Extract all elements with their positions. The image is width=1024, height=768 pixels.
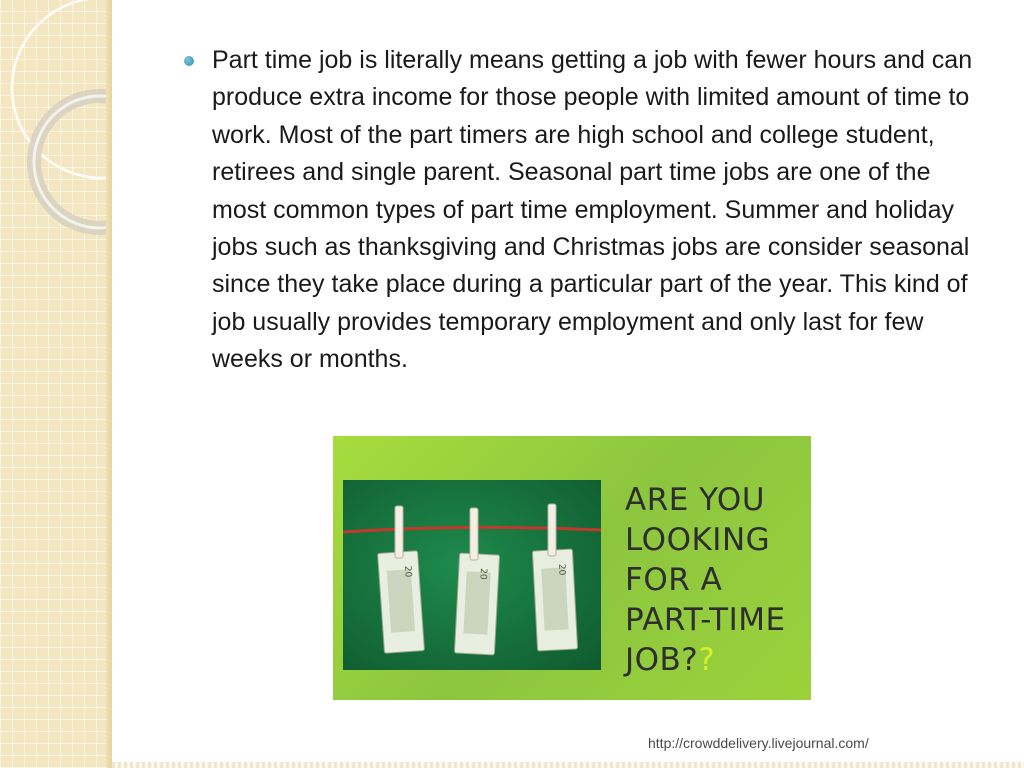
clothespin-3	[548, 504, 556, 556]
slide-content	[184, 42, 984, 379]
headline-line-3: FOR A	[625, 562, 723, 598]
headline-line-4: PART-TIME	[625, 602, 786, 638]
clothesline-illustration	[343, 480, 601, 670]
decorative-side-strip	[0, 0, 112, 768]
money-clothesline-photo	[343, 480, 601, 670]
source-url[interactable]: http://crowddelivery.livejournal.com/	[648, 735, 869, 751]
image-headline	[625, 480, 805, 680]
bottom-border	[112, 762, 1024, 768]
bullet-item	[184, 42, 984, 379]
headline-line-1: ARE YOU	[625, 482, 766, 518]
headline-line-5	[625, 640, 805, 680]
side-strip-edge	[106, 0, 112, 768]
bill-3-denomination: 20	[556, 563, 567, 576]
part-time-job-image	[333, 436, 811, 700]
clothespin-1	[395, 506, 403, 558]
dollar-bill-3	[532, 549, 577, 651]
dollar-bill-2	[454, 553, 499, 655]
bill-1-denomination: 20	[402, 565, 413, 578]
headline-extra-question-mark: ?	[698, 642, 716, 678]
bullet-icon	[184, 56, 194, 66]
bill-2-denomination: 20	[477, 567, 488, 580]
body-paragraph: Part time job is literally means getting a job with fewer hours and can produce extra income for those people with limited amount of time to work. Most of the part timers are high school and college student, retirees and single parent. Seasonal part time jobs are one of the most common types of part time employment. Summer and holiday jobs such as thanksgiving and Christmas jobs are consider seasonal since they take place during a particular part of the year. This kind of job usually provides temporary employment and only last for few weeks or months.	[212, 46, 973, 374]
decorative-circles	[0, 0, 112, 768]
headline-job-text: JOB?	[625, 642, 699, 678]
headline-line-2: LOOKING	[625, 522, 771, 558]
clothespin-2	[470, 508, 478, 560]
dollar-bill-1	[378, 551, 425, 654]
